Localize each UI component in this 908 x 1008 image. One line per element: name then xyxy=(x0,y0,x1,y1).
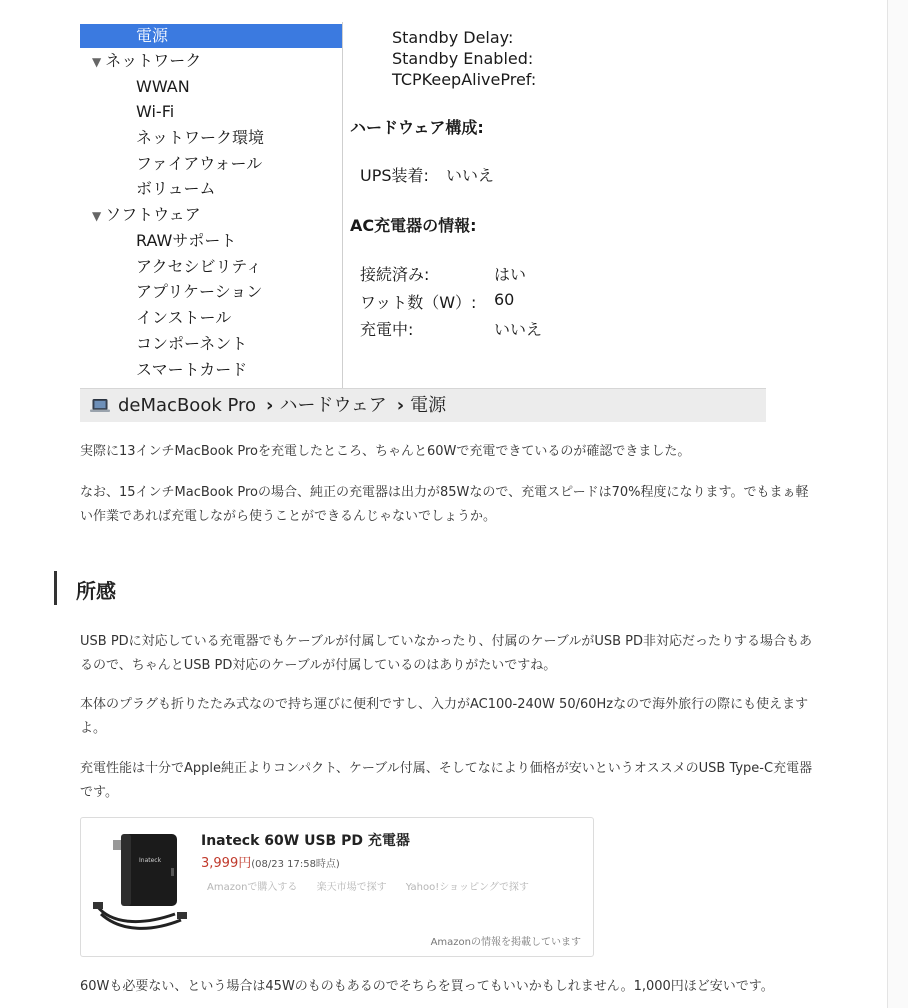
section-heading-text: 所感 xyxy=(76,579,116,603)
tree-item-label: アプリケーション xyxy=(136,282,263,301)
connected-label: 接続済み: xyxy=(360,265,430,284)
tree-item-label: スマートカード xyxy=(136,360,248,379)
charging-label: 充電中: xyxy=(360,320,414,339)
amazon-credit: Amazonの情報を掲載しています xyxy=(430,937,581,948)
tree-item-label: ネットワーク xyxy=(105,51,202,70)
charging-value: いいえ xyxy=(494,320,543,339)
tree-item-label: ソフトウェア xyxy=(105,205,201,224)
page-right-edge xyxy=(887,0,908,1008)
tree-group-software[interactable] xyxy=(80,203,342,227)
path-crumb-hardware[interactable]: ハードウェア xyxy=(279,395,387,416)
tree-item-label: Wi-Fi xyxy=(136,102,175,121)
product-title[interactable]: Inateck 60W USB PD 充電器 xyxy=(201,833,410,849)
price-value: 3,999円 xyxy=(201,856,252,871)
amazon-link[interactable]: Amazonで購入する xyxy=(207,882,298,893)
tree-item-network-locations[interactable] xyxy=(80,126,342,150)
tcp-keepalive-label: TCPKeepAlivePref: xyxy=(392,70,537,89)
chevron-right-icon: › xyxy=(266,395,274,416)
tree-item-raw-support[interactable] xyxy=(80,229,342,253)
tree-item-label: ファイアウォール xyxy=(136,154,263,173)
tree-item-label: ボリューム xyxy=(136,179,216,198)
paragraph-1: 実際に13インチMacBook Proを充電したところ、ちゃんと60Wで充電できているのが確認できました。 xyxy=(80,444,691,459)
tree-item-label: ネットワーク環境 xyxy=(136,128,265,147)
charger-product-image[interactable] xyxy=(91,828,191,938)
tree-item-components[interactable] xyxy=(80,332,342,356)
product-price xyxy=(201,852,340,871)
laptop-icon xyxy=(90,399,110,412)
yahoo-shopping-link[interactable]: Yahoo!ショッピングで探す xyxy=(405,882,529,893)
tree-item-label: アクセシビリティ xyxy=(136,257,262,276)
path-crumb-power[interactable]: 電源 xyxy=(410,395,447,416)
shop-links xyxy=(207,878,545,893)
tree-item-label: インストール xyxy=(136,308,232,327)
tree-item-label: WWAN xyxy=(136,77,190,96)
standby-delay-label: Standby Delay: xyxy=(392,28,514,47)
paragraph-4: 本体のプラグも折りたたみ式なので持ち運びに便利ですし、入力がAC100-240W 50/60Hzなので海外旅行の際にも使えますよ。 xyxy=(80,697,809,736)
ac-charger-heading: AC充電器の情報: xyxy=(350,216,477,235)
system-info-screenshot xyxy=(80,22,766,422)
path-bar xyxy=(80,388,766,422)
ups-value: いいえ xyxy=(446,166,495,185)
disclosure-triangle-icon[interactable]: ▼ xyxy=(92,55,102,69)
ups-label: UPS装着: xyxy=(360,166,429,185)
connected-value: はい xyxy=(494,265,527,284)
paragraph-2: なお、15インチMacBook Proの場合、純正の充電器は出力が85Wなので、充電スピードは70%程度になります。でもまぁ軽い作業であれば充電しながら使うことができるんじゃないでしょうか。 xyxy=(80,485,809,524)
tree-group-network[interactable] xyxy=(80,49,342,73)
price-timestamp: (08/23 17:58時点) xyxy=(251,859,340,870)
power-detail-pane xyxy=(350,22,766,388)
tree-item-applications[interactable] xyxy=(80,280,342,304)
tree-item-accessibility[interactable] xyxy=(80,255,342,279)
tree-item-wwan[interactable] xyxy=(80,75,342,99)
rakuten-link[interactable]: 楽天市場で探す xyxy=(316,882,387,893)
tree-item-firewall[interactable] xyxy=(80,152,342,176)
tree-item-label: コンポーネント xyxy=(136,334,248,353)
tree-item-label: RAWサポート xyxy=(136,231,237,250)
heading-accent-bar xyxy=(54,571,57,605)
tree-item-smart-cards[interactable] xyxy=(80,358,342,382)
paragraph-3: USB PDに対応している充電器でもケーブルが付属していなかったり、付属のケーブルがUSB PD非対応だったりする場合もあるので、ちゃんとUSB PD対応のケーブルが付属しているのはありがたいですね。 xyxy=(80,634,812,673)
paragraph-5: 充電性能は十分でApple純正よりコンパクト、ケーブル付属、そしてなにより価格が安いというオススメのUSB Type-C充電器です。 xyxy=(80,761,813,800)
brand-mark: Inateck xyxy=(139,857,162,864)
tree-item-volumes[interactable] xyxy=(80,177,342,201)
tree-item-power[interactable] xyxy=(80,24,342,48)
path-device[interactable]: deMacBook Pro xyxy=(118,395,257,416)
product-card xyxy=(80,817,594,957)
tree-item-label: 電源 xyxy=(136,26,169,45)
wattage-value: 60 xyxy=(494,290,515,309)
disclosure-triangle-icon[interactable]: ▼ xyxy=(92,209,102,223)
tree-item-installations[interactable] xyxy=(80,306,342,330)
paragraph-6: 60Wも必要ない、という場合は45Wのものもあるのでそちらを買ってもいいかもしれません。1,000円ほど安いです。 xyxy=(80,979,774,994)
hardware-config-heading: ハードウェア構成: xyxy=(350,118,484,137)
tree-item-wifi[interactable] xyxy=(80,100,342,124)
chevron-right-icon: › xyxy=(396,395,405,416)
wattage-label: ワット数（W）: xyxy=(360,293,477,312)
standby-enabled-label: Standby Enabled: xyxy=(392,49,534,68)
category-tree xyxy=(80,22,343,388)
